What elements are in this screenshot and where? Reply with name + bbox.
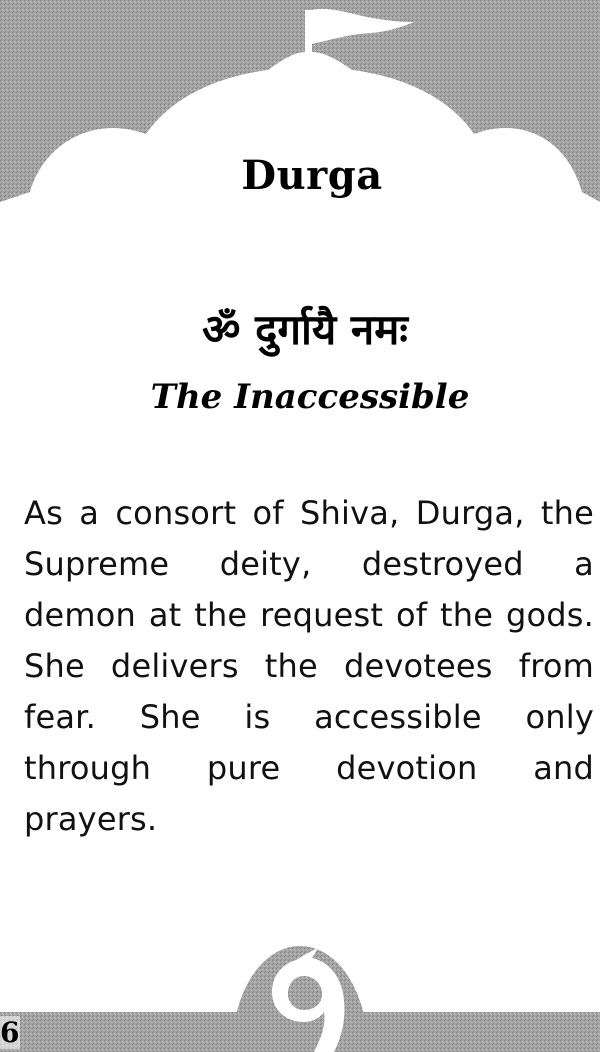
body-paragraph: As a consort of Shiva, Durga, the Supreme deity, destroyed a demon at the request of the gods. She delivers the devotees from fear. She is accessible only through pure devotion and prayers.	[24, 494, 594, 838]
nine-numeral-medallion-icon	[232, 946, 368, 1052]
mantra-text: ॐ दुर्गायै नमः	[202, 305, 408, 354]
page-number: 6	[0, 1016, 20, 1049]
finial-pole	[305, 10, 312, 60]
page-title: Durga	[241, 152, 383, 199]
subtitle: The Inaccessible	[150, 377, 470, 417]
